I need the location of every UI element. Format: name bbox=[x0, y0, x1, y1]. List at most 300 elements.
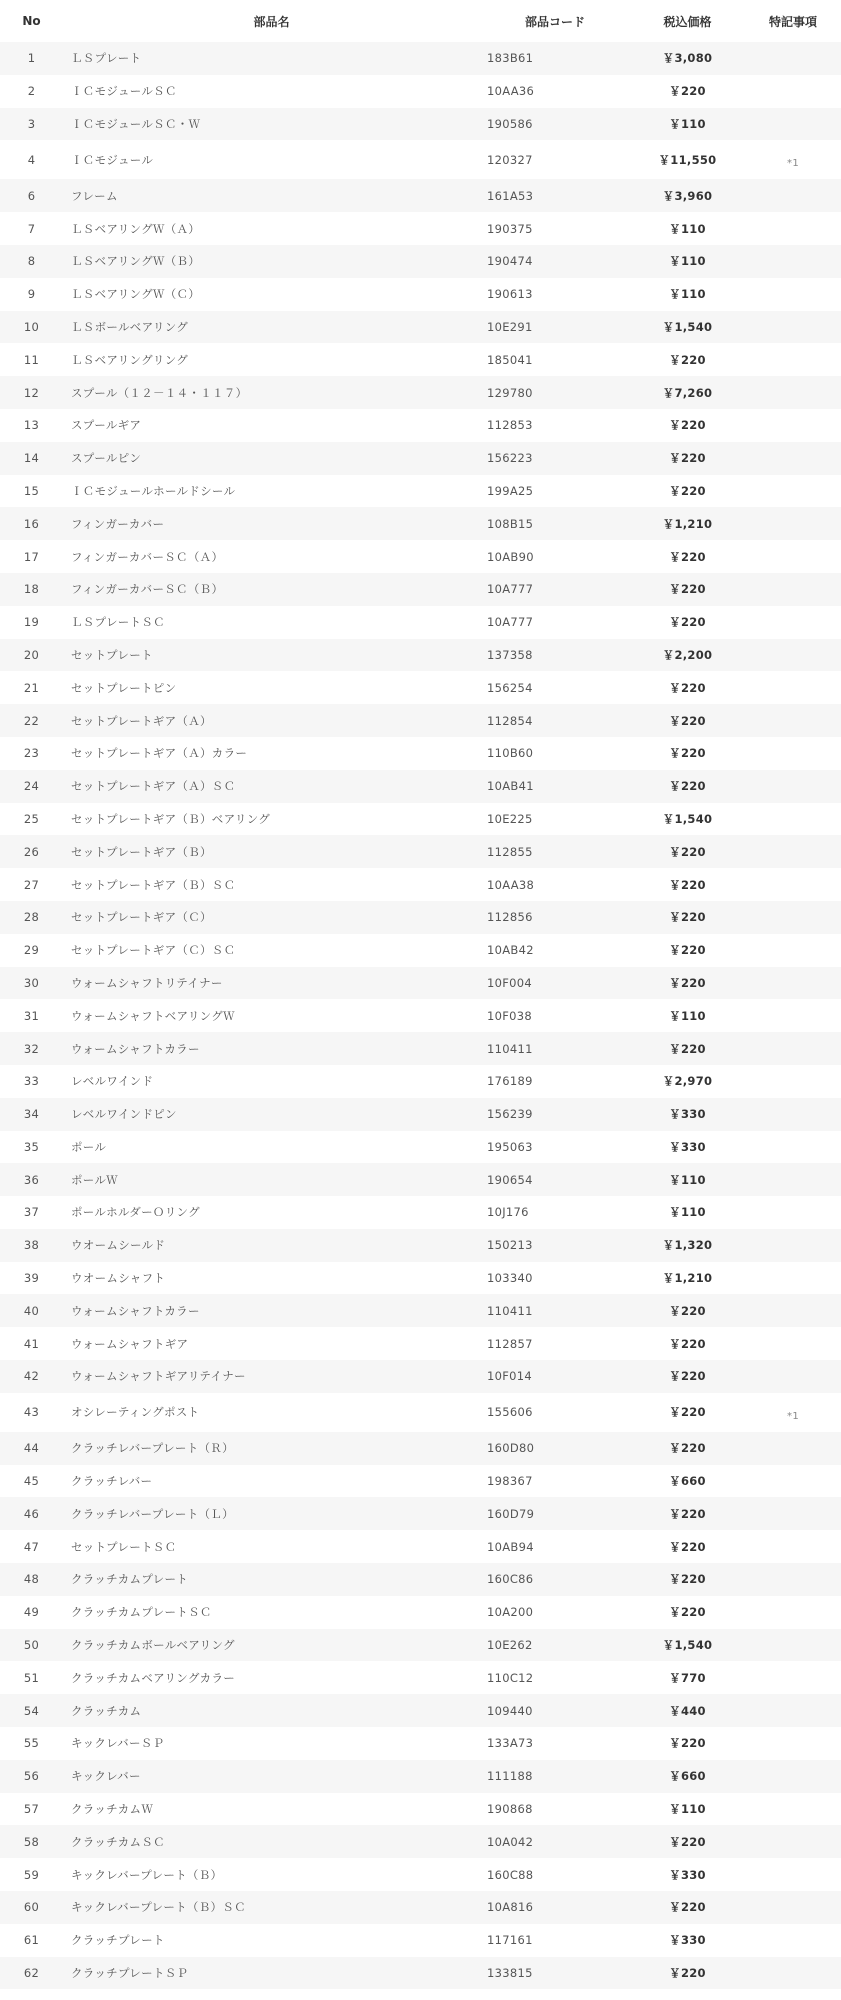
note bbox=[745, 803, 841, 836]
part-name: ウオームシールド bbox=[63, 1229, 480, 1262]
row-number: 49 bbox=[0, 1596, 63, 1629]
row-number: 59 bbox=[0, 1858, 63, 1891]
part-name: セットプレートギア（Ａ）ＳＣ bbox=[63, 770, 480, 803]
row-number: 60 bbox=[0, 1891, 63, 1924]
row-number: 39 bbox=[0, 1262, 63, 1295]
table-row bbox=[0, 442, 841, 475]
header-part-code: 部品コード bbox=[524, 14, 585, 29]
part-code: 137358 bbox=[480, 639, 630, 672]
part-name: ＬＳプレート bbox=[63, 42, 480, 75]
note bbox=[745, 1497, 841, 1530]
part-name: セットプレートギア（Ｃ）ＳＣ bbox=[63, 934, 480, 967]
row-number: 40 bbox=[0, 1294, 63, 1327]
part-name: フレーム bbox=[63, 179, 480, 212]
row-number: 21 bbox=[0, 671, 63, 704]
note bbox=[745, 901, 841, 934]
note bbox=[745, 967, 841, 1000]
part-code: 10F004 bbox=[480, 967, 630, 1000]
part-code: 176189 bbox=[480, 1065, 630, 1098]
part-code: 160C86 bbox=[480, 1563, 630, 1596]
note bbox=[745, 42, 841, 75]
table-row bbox=[0, 1294, 841, 1327]
part-name: ＬＳベアリングリング bbox=[63, 343, 480, 376]
note bbox=[745, 770, 841, 803]
part-name: セットプレートギア（Ｃ） bbox=[63, 901, 480, 934]
note bbox=[745, 1294, 841, 1327]
table-row bbox=[0, 1229, 841, 1262]
part-name: ＩＣモジュールＳＣ・Ｗ bbox=[63, 108, 480, 141]
note bbox=[745, 1360, 841, 1393]
part-name: ＩＣモジュール bbox=[63, 140, 480, 179]
price: ￥330 bbox=[630, 1924, 745, 1957]
price: ￥3,960 bbox=[630, 179, 745, 212]
note bbox=[745, 1032, 841, 1065]
price: ￥1,540 bbox=[630, 311, 745, 344]
price: ￥220 bbox=[630, 1891, 745, 1924]
part-code: 190586 bbox=[480, 108, 630, 141]
part-name: キックレバー bbox=[63, 1760, 480, 1793]
table-row bbox=[0, 1924, 841, 1957]
row-number: 12 bbox=[0, 376, 63, 409]
note bbox=[745, 1661, 841, 1694]
row-number: 4 bbox=[0, 140, 63, 179]
row-number: 43 bbox=[0, 1393, 63, 1432]
note bbox=[745, 442, 841, 475]
note bbox=[745, 507, 841, 540]
table-row bbox=[0, 1196, 841, 1229]
part-name: ポールホルダーＯリング bbox=[63, 1196, 480, 1229]
row-number: 48 bbox=[0, 1563, 63, 1596]
part-code: 10AB90 bbox=[480, 540, 630, 573]
part-code: 129780 bbox=[480, 376, 630, 409]
part-code: 112857 bbox=[480, 1327, 630, 1360]
part-code: 156254 bbox=[480, 671, 630, 704]
price: ￥220 bbox=[630, 1957, 745, 1990]
part-code: 10E291 bbox=[480, 311, 630, 344]
note bbox=[745, 671, 841, 704]
part-code: 117161 bbox=[480, 1924, 630, 1957]
price: ￥220 bbox=[630, 737, 745, 770]
table-row bbox=[0, 803, 841, 836]
table-row bbox=[0, 1825, 841, 1858]
part-name: セットプレート bbox=[63, 639, 480, 672]
part-code: 112853 bbox=[480, 409, 630, 442]
note bbox=[745, 343, 841, 376]
price: ￥110 bbox=[630, 999, 745, 1032]
row-number: 23 bbox=[0, 737, 63, 770]
part-code: 190868 bbox=[480, 1793, 630, 1826]
table-row bbox=[0, 1957, 841, 1990]
row-number: 22 bbox=[0, 704, 63, 737]
part-name: ＬＳベアリングＷ（Ａ） bbox=[63, 212, 480, 245]
price: ￥770 bbox=[630, 1661, 745, 1694]
part-code: 10A777 bbox=[480, 573, 630, 606]
part-name: セットプレートギア（Ｂ）ＳＣ bbox=[63, 868, 480, 901]
note bbox=[745, 1262, 841, 1295]
price: ￥220 bbox=[630, 442, 745, 475]
table-row bbox=[0, 1032, 841, 1065]
price: ￥3,080 bbox=[630, 42, 745, 75]
table-row bbox=[0, 1694, 841, 1727]
part-name: ＩＣモジュールホールドシール bbox=[63, 475, 480, 508]
table-row bbox=[0, 1327, 841, 1360]
table-row bbox=[0, 1727, 841, 1760]
row-number: 57 bbox=[0, 1793, 63, 1826]
part-name: オシレーティングポスト bbox=[63, 1393, 480, 1432]
price: ￥220 bbox=[630, 901, 745, 934]
table-row bbox=[0, 75, 841, 108]
price: ￥220 bbox=[630, 1032, 745, 1065]
part-code: 190613 bbox=[480, 278, 630, 311]
table-row bbox=[0, 179, 841, 212]
price: ￥220 bbox=[630, 409, 745, 442]
price: ￥220 bbox=[630, 1294, 745, 1327]
part-name: キックレバープレート（Ｂ）ＳＣ bbox=[63, 1891, 480, 1924]
table-row bbox=[0, 1891, 841, 1924]
price: ￥440 bbox=[630, 1694, 745, 1727]
part-name: ウォームシャフトカラー bbox=[63, 1032, 480, 1065]
table-row bbox=[0, 868, 841, 901]
table-row bbox=[0, 1262, 841, 1295]
part-name: セットプレートギア（Ｂ） bbox=[63, 835, 480, 868]
price: ￥220 bbox=[630, 1497, 745, 1530]
table-row bbox=[0, 1661, 841, 1694]
part-code: 10F038 bbox=[480, 999, 630, 1032]
part-code: 10AB94 bbox=[480, 1530, 630, 1563]
part-code: 133A73 bbox=[480, 1727, 630, 1760]
row-number: 35 bbox=[0, 1131, 63, 1164]
price: ￥660 bbox=[630, 1465, 745, 1498]
row-number: 47 bbox=[0, 1530, 63, 1563]
note bbox=[745, 999, 841, 1032]
part-name: ポールＷ bbox=[63, 1163, 480, 1196]
table-row bbox=[0, 475, 841, 508]
price: ￥220 bbox=[630, 1596, 745, 1629]
table-row bbox=[0, 835, 841, 868]
part-code: 109440 bbox=[480, 1694, 630, 1727]
price: ￥220 bbox=[630, 934, 745, 967]
part-code: 133815 bbox=[480, 1957, 630, 1990]
table-row bbox=[0, 1629, 841, 1662]
price: ￥1,540 bbox=[630, 803, 745, 836]
part-code: 160D79 bbox=[480, 1497, 630, 1530]
price: ￥330 bbox=[630, 1131, 745, 1164]
row-number: 37 bbox=[0, 1196, 63, 1229]
price: ￥1,210 bbox=[630, 1262, 745, 1295]
note-mark: *1 bbox=[787, 1410, 799, 1422]
note bbox=[745, 934, 841, 967]
note bbox=[745, 1957, 841, 1990]
price: ￥220 bbox=[630, 343, 745, 376]
part-code: 10AA36 bbox=[480, 75, 630, 108]
note bbox=[745, 639, 841, 672]
table-row bbox=[0, 540, 841, 573]
price: ￥110 bbox=[630, 1163, 745, 1196]
table-row bbox=[0, 507, 841, 540]
note bbox=[745, 540, 841, 573]
price: ￥110 bbox=[630, 1196, 745, 1229]
table-row bbox=[0, 1760, 841, 1793]
row-number: 14 bbox=[0, 442, 63, 475]
price: ￥110 bbox=[630, 108, 745, 141]
part-code: 10E225 bbox=[480, 803, 630, 836]
part-name: クラッチカムプレートＳＣ bbox=[63, 1596, 480, 1629]
row-number: 45 bbox=[0, 1465, 63, 1498]
price: ￥220 bbox=[630, 868, 745, 901]
part-name: ウォームシャフトリテイナー bbox=[63, 967, 480, 1000]
part-name: ＬＳプレートＳＣ bbox=[63, 606, 480, 639]
price: ￥660 bbox=[630, 1760, 745, 1793]
price: ￥220 bbox=[630, 671, 745, 704]
price: ￥220 bbox=[630, 770, 745, 803]
part-code: 160C88 bbox=[480, 1858, 630, 1891]
table-row bbox=[0, 42, 841, 75]
table-row bbox=[0, 108, 841, 141]
table-row bbox=[0, 1858, 841, 1891]
table-row bbox=[0, 573, 841, 606]
table-row bbox=[0, 704, 841, 737]
row-number: 34 bbox=[0, 1098, 63, 1131]
note bbox=[745, 140, 841, 179]
note bbox=[745, 475, 841, 508]
row-number: 38 bbox=[0, 1229, 63, 1262]
price: ￥110 bbox=[630, 278, 745, 311]
part-name: スプール（１２－１４・１１７） bbox=[63, 376, 480, 409]
table-row bbox=[0, 639, 841, 672]
note bbox=[745, 1432, 841, 1465]
table-row bbox=[0, 1098, 841, 1131]
part-code: 155606 bbox=[480, 1393, 630, 1432]
part-name: レベルワインド bbox=[63, 1065, 480, 1098]
note bbox=[745, 1327, 841, 1360]
part-name: ウォームシャフトカラー bbox=[63, 1294, 480, 1327]
row-number: 62 bbox=[0, 1957, 63, 1990]
note bbox=[745, 1891, 841, 1924]
note bbox=[745, 737, 841, 770]
part-code: 110C12 bbox=[480, 1661, 630, 1694]
row-number: 55 bbox=[0, 1727, 63, 1760]
part-code: 112855 bbox=[480, 835, 630, 868]
table-row bbox=[0, 212, 841, 245]
part-code: 10AB41 bbox=[480, 770, 630, 803]
header-notes: 特記事項 bbox=[768, 14, 817, 29]
row-number: 58 bbox=[0, 1825, 63, 1858]
part-name: クラッチカムボールベアリング bbox=[63, 1629, 480, 1662]
price: ￥1,320 bbox=[630, 1229, 745, 1262]
price: ￥220 bbox=[630, 475, 745, 508]
note bbox=[745, 1530, 841, 1563]
row-number: 1 bbox=[0, 42, 63, 75]
price: ￥220 bbox=[630, 1563, 745, 1596]
note bbox=[745, 1793, 841, 1826]
part-name: ＬＳボールベアリング bbox=[63, 311, 480, 344]
table-row bbox=[0, 1360, 841, 1393]
price: ￥11,550 bbox=[630, 140, 745, 179]
table-row bbox=[0, 376, 841, 409]
part-code: 190474 bbox=[480, 245, 630, 278]
part-name: ウォームシャフトギアリテイナー bbox=[63, 1360, 480, 1393]
part-code: 10AB42 bbox=[480, 934, 630, 967]
table-row bbox=[0, 671, 841, 704]
part-name: ＩＣモジュールＳＣ bbox=[63, 75, 480, 108]
part-name: クラッチカムプレート bbox=[63, 1563, 480, 1596]
row-number: 44 bbox=[0, 1432, 63, 1465]
row-number: 27 bbox=[0, 868, 63, 901]
table-row bbox=[0, 1465, 841, 1498]
price: ￥220 bbox=[630, 75, 745, 108]
part-name: セットプレートギア（Ａ）カラー bbox=[63, 737, 480, 770]
note bbox=[745, 179, 841, 212]
part-name: ウォームシャフトベアリングＷ bbox=[63, 999, 480, 1032]
part-name: スプールギア bbox=[63, 409, 480, 442]
part-name: フィンガーカバーＳＣ（Ｂ） bbox=[63, 573, 480, 606]
note bbox=[745, 1629, 841, 1662]
header-no: No bbox=[22, 14, 41, 28]
row-number: 54 bbox=[0, 1694, 63, 1727]
part-code: 10A777 bbox=[480, 606, 630, 639]
part-name: ポール bbox=[63, 1131, 480, 1164]
part-name: フィンガーカバーＳＣ（Ａ） bbox=[63, 540, 480, 573]
table-row bbox=[0, 1432, 841, 1465]
price: ￥110 bbox=[630, 245, 745, 278]
table-row bbox=[0, 311, 841, 344]
part-name: クラッチプレート bbox=[63, 1924, 480, 1957]
row-number: 10 bbox=[0, 311, 63, 344]
note bbox=[745, 1563, 841, 1596]
note bbox=[745, 1596, 841, 1629]
part-name: クラッチカムＷ bbox=[63, 1793, 480, 1826]
part-code: 199A25 bbox=[480, 475, 630, 508]
part-code: 108B15 bbox=[480, 507, 630, 540]
price: ￥220 bbox=[630, 704, 745, 737]
part-code: 183B61 bbox=[480, 42, 630, 75]
part-code: 110411 bbox=[480, 1294, 630, 1327]
part-name: フィンガーカバー bbox=[63, 507, 480, 540]
row-number: 24 bbox=[0, 770, 63, 803]
note bbox=[745, 1098, 841, 1131]
row-number: 9 bbox=[0, 278, 63, 311]
table-row bbox=[0, 901, 841, 934]
row-number: 3 bbox=[0, 108, 63, 141]
price: ￥110 bbox=[630, 1793, 745, 1826]
note bbox=[745, 1858, 841, 1891]
price: ￥220 bbox=[630, 967, 745, 1000]
part-name: クラッチカム bbox=[63, 1694, 480, 1727]
part-code: 190375 bbox=[480, 212, 630, 245]
row-number: 36 bbox=[0, 1163, 63, 1196]
part-code: 112854 bbox=[480, 704, 630, 737]
note bbox=[745, 1131, 841, 1164]
part-code: 10E262 bbox=[480, 1629, 630, 1662]
row-number: 20 bbox=[0, 639, 63, 672]
row-number: 26 bbox=[0, 835, 63, 868]
note bbox=[745, 1163, 841, 1196]
price: ￥110 bbox=[630, 212, 745, 245]
table-row bbox=[0, 1497, 841, 1530]
part-code: 10AA38 bbox=[480, 868, 630, 901]
part-code: 103340 bbox=[480, 1262, 630, 1295]
part-code: 198367 bbox=[480, 1465, 630, 1498]
row-number: 17 bbox=[0, 540, 63, 573]
table-row bbox=[0, 934, 841, 967]
row-number: 8 bbox=[0, 245, 63, 278]
price: ￥1,210 bbox=[630, 507, 745, 540]
row-number: 6 bbox=[0, 179, 63, 212]
part-name: クラッチカムＳＣ bbox=[63, 1825, 480, 1858]
price: ￥220 bbox=[630, 540, 745, 573]
price: ￥2,200 bbox=[630, 639, 745, 672]
table-row bbox=[0, 1131, 841, 1164]
note bbox=[745, 75, 841, 108]
part-name: クラッチカムベアリングカラー bbox=[63, 1661, 480, 1694]
price: ￥220 bbox=[630, 835, 745, 868]
part-code: 110B60 bbox=[480, 737, 630, 770]
part-name: クラッチプレートＳＰ bbox=[63, 1957, 480, 1990]
row-number: 46 bbox=[0, 1497, 63, 1530]
table-row bbox=[0, 1163, 841, 1196]
part-name: セットプレートギア（Ｂ）ベアリング bbox=[63, 803, 480, 836]
note bbox=[745, 1727, 841, 1760]
row-number: 29 bbox=[0, 934, 63, 967]
row-number: 51 bbox=[0, 1661, 63, 1694]
price: ￥2,970 bbox=[630, 1065, 745, 1098]
price: ￥7,260 bbox=[630, 376, 745, 409]
note bbox=[745, 835, 841, 868]
table-row bbox=[0, 140, 841, 179]
row-number: 7 bbox=[0, 212, 63, 245]
part-name: クラッチレバー bbox=[63, 1465, 480, 1498]
note bbox=[745, 376, 841, 409]
table-row bbox=[0, 278, 841, 311]
note bbox=[745, 108, 841, 141]
price: ￥220 bbox=[630, 1432, 745, 1465]
price: ￥220 bbox=[630, 1327, 745, 1360]
part-code: 10A200 bbox=[480, 1596, 630, 1629]
table-row bbox=[0, 770, 841, 803]
part-name: キックレバープレート（Ｂ） bbox=[63, 1858, 480, 1891]
price: ￥220 bbox=[630, 1727, 745, 1760]
note bbox=[745, 1465, 841, 1498]
note bbox=[745, 1393, 841, 1432]
note bbox=[745, 1065, 841, 1098]
table-row bbox=[0, 1530, 841, 1563]
note bbox=[745, 1196, 841, 1229]
price: ￥220 bbox=[630, 1825, 745, 1858]
table-row bbox=[0, 1563, 841, 1596]
part-code: 190654 bbox=[480, 1163, 630, 1196]
row-number: 33 bbox=[0, 1065, 63, 1098]
row-number: 61 bbox=[0, 1924, 63, 1957]
note bbox=[745, 1694, 841, 1727]
part-name: ＬＳベアリングＷ（Ｂ） bbox=[63, 245, 480, 278]
header-part-name: 部品名 bbox=[253, 14, 290, 29]
part-code: 110411 bbox=[480, 1032, 630, 1065]
row-number: 15 bbox=[0, 475, 63, 508]
note bbox=[745, 1924, 841, 1957]
part-name: クラッチレバープレート（Ｌ） bbox=[63, 1497, 480, 1530]
part-code: 10A042 bbox=[480, 1825, 630, 1858]
row-number: 42 bbox=[0, 1360, 63, 1393]
note-mark: *1 bbox=[787, 158, 799, 170]
part-code: 120327 bbox=[480, 140, 630, 179]
part-code: 185041 bbox=[480, 343, 630, 376]
table-row bbox=[0, 245, 841, 278]
note bbox=[745, 1760, 841, 1793]
part-name: ウオームシャフト bbox=[63, 1262, 480, 1295]
price: ￥330 bbox=[630, 1098, 745, 1131]
row-number: 25 bbox=[0, 803, 63, 836]
part-name: セットプレートピン bbox=[63, 671, 480, 704]
